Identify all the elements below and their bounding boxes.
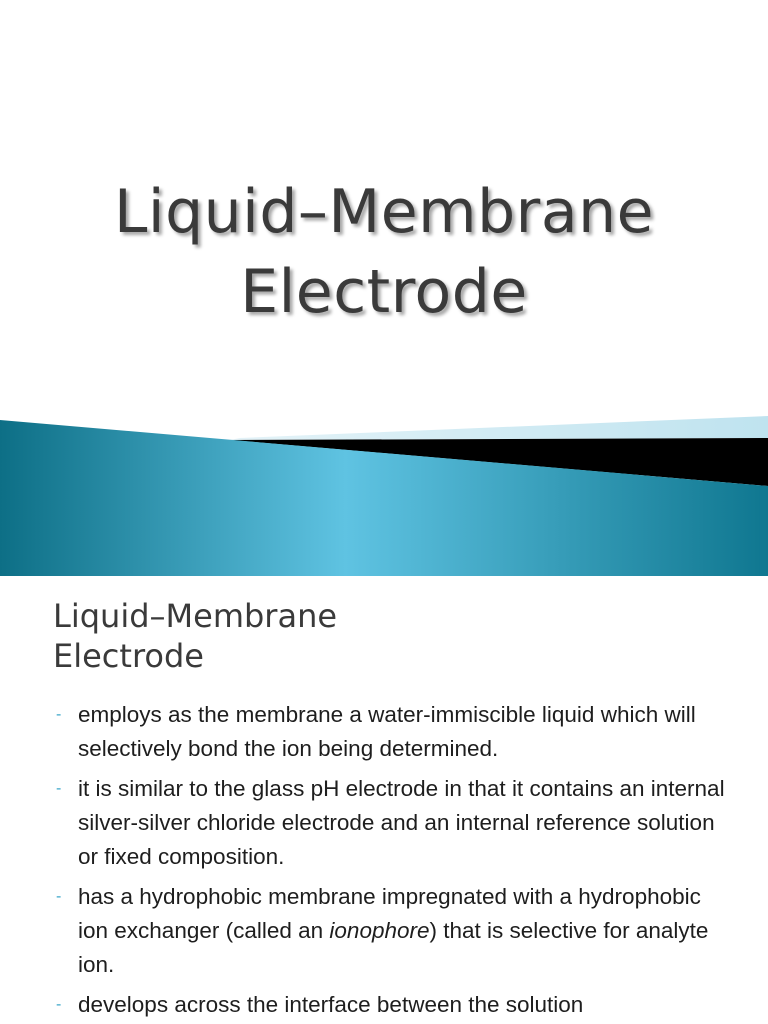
bullet-text: employs as the membrane a water-immiscible liquid which will selectively bond the ion being determined. bbox=[78, 702, 696, 761]
bullet-item bbox=[0, 772, 768, 874]
slide-title-line-2: Electrode bbox=[240, 257, 528, 327]
decorative-banner bbox=[0, 400, 768, 576]
content-title-line-2: Electrode bbox=[53, 637, 204, 675]
bullet-marker: - bbox=[56, 888, 62, 905]
bullet-item bbox=[0, 698, 768, 766]
bullet-text-before: has a hydrophobic membrane impregnated with a hydrophobic ion exchanger (called an bbox=[78, 884, 701, 943]
bullet-item bbox=[0, 880, 768, 982]
banner-pale-stripe bbox=[230, 416, 768, 440]
bullet-text: it is similar to the glass pH electrode in that it contains an internal silver-silver chloride electrode and an internal reference solution or fixed composition. bbox=[78, 776, 725, 869]
bullet-text-after: ) that is selective for analyte ion. bbox=[78, 918, 709, 977]
content-slide bbox=[0, 576, 768, 1024]
bullet-marker: - bbox=[56, 706, 62, 723]
bullet-item bbox=[0, 988, 768, 1022]
content-title-line-1: Liquid–Membrane bbox=[53, 597, 338, 635]
slide-title bbox=[0, 172, 768, 332]
bullet-marker: - bbox=[56, 780, 62, 797]
bullet-marker: - bbox=[56, 996, 62, 1013]
content-slide-title bbox=[53, 596, 337, 676]
bullet-text-emphasis: ionophore bbox=[329, 918, 430, 943]
bullet-text: develops across the interface between the solution bbox=[78, 992, 584, 1017]
slide-title-line-1: Liquid–Membrane bbox=[113, 177, 655, 247]
bullet-list bbox=[0, 698, 768, 1024]
bullet-text bbox=[78, 884, 708, 977]
